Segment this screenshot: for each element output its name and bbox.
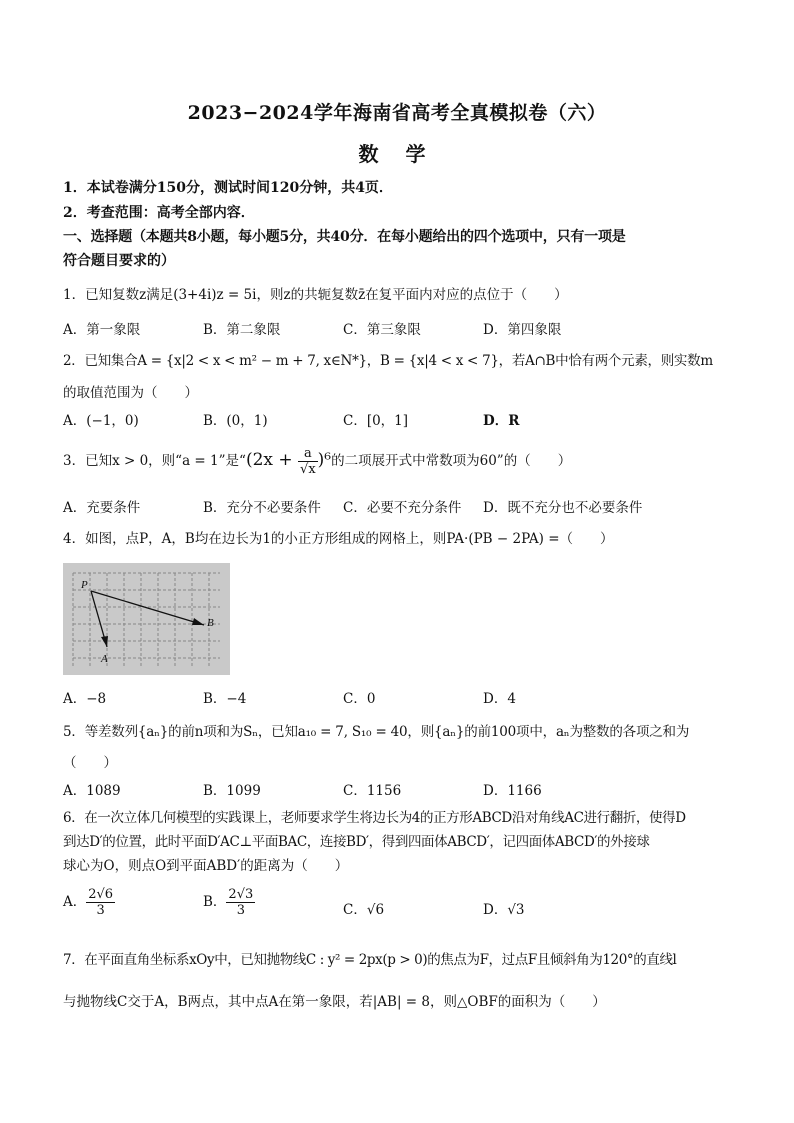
q6-option-d-value: √3 xyxy=(507,902,525,918)
note-1: 1．本试卷满分150分，测试时间120分钟，共4页． xyxy=(63,180,393,196)
q4-option-c: C．0 xyxy=(343,691,376,707)
section-heading-line1: 一、选择题（本题共8小题，每小题5分，共40分．在每小题给出的四个选项中，只有一项是 xyxy=(63,229,626,245)
q4-option-b: B．−4 xyxy=(203,691,247,707)
q6-option-b-den: 3 xyxy=(236,903,245,918)
q5-stem-line1: 5．等差数列{aₙ}的前n项和为Sₙ，已知a₁₀ = 7, S₁₀ = 40，则{aₙ}的前100项中，aₙ为整数的各项之和为 xyxy=(63,724,690,740)
q6-option-b xyxy=(203,887,255,918)
note-2: 2．考查范围：高考全部内容． xyxy=(63,205,255,221)
q6-option-a-num: 2√6 xyxy=(88,887,114,902)
q6-option-a xyxy=(63,887,115,918)
q4-option-a: A．−8 xyxy=(63,691,107,707)
q3-option-b: B．充分不必要条件 xyxy=(203,500,321,516)
q6-option-b-label: B． xyxy=(203,894,227,910)
q2-option-d: D．R xyxy=(483,413,520,429)
label-p: P xyxy=(81,579,88,591)
q2-option-c: C．[0，1] xyxy=(343,413,409,429)
q6-option-a-fraction xyxy=(86,887,115,918)
q3-expr-right: )⁶ xyxy=(317,450,332,470)
q3-frac-den: √x xyxy=(300,462,316,477)
q6-stem-line2: 到达D′的位置，此时平面D′AC⊥平面BAC，连接BD′，得到四面体ABCD′，记四面体ABCD′的外接球 xyxy=(63,834,650,850)
q7-stem-line1: 7．在平面直角坐标系xOy中，已知抛物线C : y² = 2px(p > 0)的焦点为F，过点F且倾斜角为120°的直线l xyxy=(63,952,677,968)
q3-stem-post: 的二项展开式中常数项为60”的（ ） xyxy=(331,453,572,469)
q6-stem-line3: 球心为O，则点O到平面ABD′的距离为（ ） xyxy=(63,858,349,874)
q6-option-c xyxy=(343,898,384,918)
q5-stem-line2: （ ） xyxy=(63,755,117,771)
q2-stem-line1: 2．已知集合A = {x|2 < x < m² − m + 7, x∈N*}，B = {x|4 < x < 7}，若A∩B中恰有两个元素，则实数m xyxy=(63,353,713,369)
q4-stem: 4．如图，点P，A，B均在边长为1的小正方形组成的网格上，则PA·(PB − 2PA) =（ ） xyxy=(63,531,614,547)
q4-option-d: D．4 xyxy=(483,691,516,707)
subject-title: 数 学 xyxy=(358,142,436,166)
q6-option-c-label: C． xyxy=(343,902,367,918)
q6-option-a-label: A． xyxy=(63,894,87,910)
q5-option-d: D．1166 xyxy=(483,783,542,799)
q3-expr-left: (2x + xyxy=(245,450,299,470)
q1-option-d: D．第四象限 xyxy=(483,322,562,338)
q4-grid-svg xyxy=(63,563,230,675)
q6-option-a-den: 3 xyxy=(96,903,105,918)
q1-option-a: A．第一象限 xyxy=(63,322,141,338)
q2-option-a: A．(−1，0) xyxy=(63,413,139,429)
q5-option-b: B．1099 xyxy=(203,783,261,799)
q3-stem xyxy=(63,446,571,477)
q6-option-b-fraction xyxy=(226,887,255,918)
q7-stem-line2: 与抛物线C交于A，B两点，其中点A在第一象限，若|AB| = 8，则△OBF的面积为（ ） xyxy=(63,994,606,1010)
q3-option-d: D．既不充分也不必要条件 xyxy=(483,500,643,516)
q6-option-d-label: D． xyxy=(483,902,508,918)
q3-option-a: A．充要条件 xyxy=(63,500,141,516)
q4-grid-figure xyxy=(63,563,230,675)
q5-option-c: C．1156 xyxy=(343,783,402,799)
q6-option-d xyxy=(483,898,525,918)
label-b: B xyxy=(207,617,214,629)
q2-stem-line2: 的取值范围为（ ） xyxy=(63,385,198,401)
q3-option-c: C．必要不充分条件 xyxy=(343,500,462,516)
label-a: A xyxy=(101,653,108,665)
section-heading-line2: 符合题目要求的） xyxy=(63,253,175,269)
q3-fraction xyxy=(298,446,318,477)
exam-title: 2023−2024学年海南省高考全真模拟卷（六） xyxy=(187,102,607,124)
q1-option-c: C．第三象限 xyxy=(343,322,421,338)
q6-option-c-value: √6 xyxy=(366,902,385,918)
q2-option-b: B．(0，1) xyxy=(203,413,268,429)
q6-option-b-num: 2√3 xyxy=(228,887,254,902)
q3-stem-pre: 3．已知x > 0，则“a = 1”是“ xyxy=(63,453,246,469)
q5-option-a: A．1089 xyxy=(63,783,121,799)
q1-stem: 1．已知复数z满足(3+4i)z = 5i，则z的共轭复数z̄在复平面内对应的点位于（ ） xyxy=(63,287,568,303)
q1-option-b: B．第二象限 xyxy=(203,322,281,338)
q3-frac-num: a xyxy=(298,446,318,462)
q6-stem-line1: 6．在一次立体几何模型的实践课上，老师要求学生将边长为4的正方形ABCD沿对角线AC进行翻折，使得D xyxy=(63,810,686,826)
